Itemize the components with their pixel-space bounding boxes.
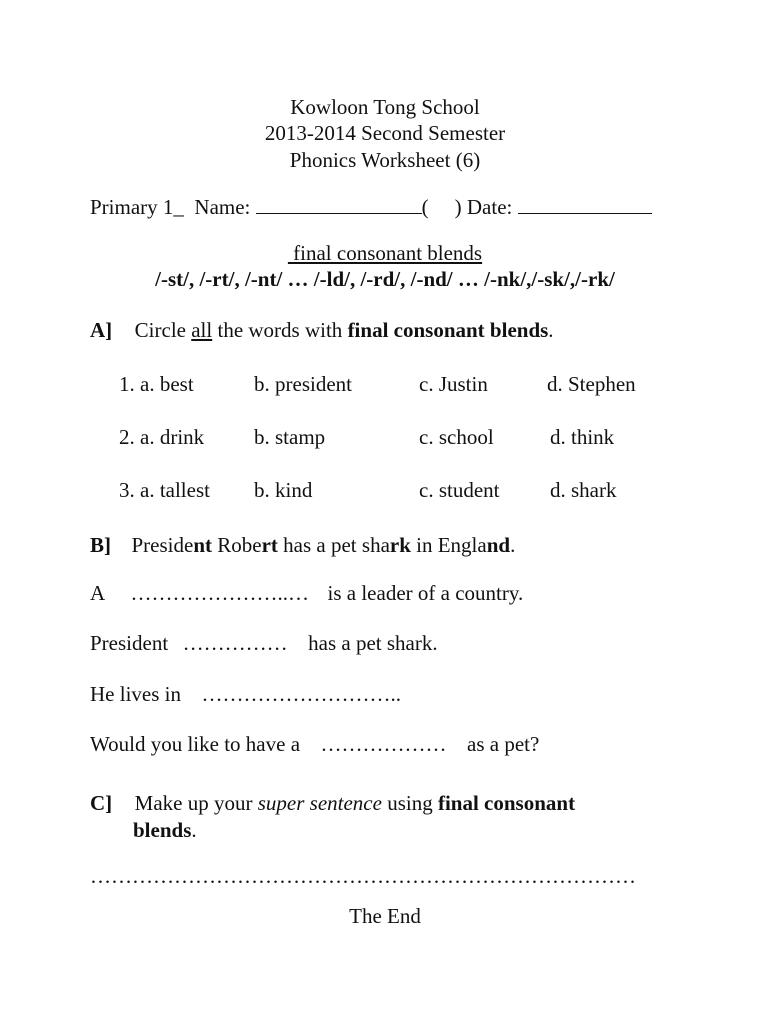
section-c-instruction-line1 — [90, 793, 575, 814]
topic-title-text: final consonant blends — [287, 241, 483, 265]
fill-prefix: He lives in — [90, 682, 181, 706]
section-c-marker: C] — [90, 791, 113, 815]
sentence-part: Robe — [212, 533, 262, 557]
topic-title — [0, 243, 770, 264]
fill-suffix: has a pet shark. — [308, 631, 438, 655]
blend-rk: rk — [389, 533, 411, 557]
section-b-marker: B] — [90, 533, 111, 557]
fill-line-4 — [90, 734, 539, 755]
option-1d[interactable]: d. Stephen — [547, 372, 636, 396]
answer-blank[interactable]: …………………..… — [130, 581, 310, 605]
class-number-close: ) — [454, 195, 462, 219]
option-2a[interactable]: 2. a. drink — [119, 425, 205, 449]
name-blank[interactable] — [256, 195, 422, 214]
fill-line-3 — [90, 684, 401, 705]
instr-part: using — [381, 791, 438, 815]
section-a-marker: A] — [90, 318, 113, 342]
instr-part: the words with — [212, 318, 348, 342]
fill-prefix: Would you like to have a — [90, 732, 301, 756]
instr-bold: final consonant blends — [347, 318, 549, 342]
semester: 2013-2014 Second Semester — [264, 121, 506, 145]
option-3a[interactable]: 3. a. tallest — [119, 478, 210, 502]
class-label: Primary 1_ — [90, 195, 184, 219]
instr-bold: blends — [133, 818, 192, 842]
the-end: The End — [349, 904, 421, 928]
worksheet-title: Phonics Worksheet (6) — [289, 148, 481, 172]
option-3c[interactable]: c. student — [419, 478, 500, 502]
instr-end: . — [191, 818, 197, 842]
answer-blank[interactable]: ……………………….. — [201, 682, 401, 706]
blend-rt: rt — [261, 533, 278, 557]
sentence-part: in Engla — [410, 533, 487, 557]
instr-all: all — [191, 318, 213, 342]
blends-list: /-st/, /-rt/, /-nt/ … /-ld/, /-rd/, /-nd/ … /-nk/,/-sk/,/-rk/ — [155, 267, 615, 291]
option-2c[interactable]: c. school — [419, 425, 494, 449]
option-2b[interactable]: b. stamp — [254, 425, 326, 449]
section-c-instruction-line2 — [133, 820, 197, 841]
option-1c[interactable]: c. Justin — [419, 372, 488, 396]
option-3d[interactable]: d. shark — [550, 478, 617, 502]
name-label: Name: — [194, 195, 251, 219]
instr-italic: super sentence — [257, 791, 382, 815]
fill-line-2 — [90, 633, 438, 654]
class-number-open: ( — [421, 195, 429, 219]
blend-nd: nd — [486, 533, 511, 557]
sentence-part: Preside — [131, 533, 194, 557]
option-2d[interactable]: d. think — [550, 425, 615, 449]
fill-prefix: President — [90, 631, 169, 655]
fill-prefix: A — [90, 581, 105, 605]
fill-suffix: is a leader of a country. — [327, 581, 524, 605]
sentence-end: . — [510, 533, 516, 557]
instr-part: Make up your — [134, 791, 258, 815]
date-blank[interactable] — [518, 195, 652, 214]
option-1a[interactable]: 1. a. best — [119, 372, 194, 396]
date-label: Date: — [466, 195, 513, 219]
answer-blank[interactable]: ……………… — [320, 732, 447, 756]
instr-part: Circle — [134, 318, 192, 342]
student-info-line — [90, 195, 652, 218]
fill-suffix: as a pet? — [467, 732, 540, 756]
sentence-answer-line[interactable]: …………………………………………………………………… — [90, 864, 636, 888]
blend-nt: nt — [193, 533, 213, 557]
section-a-instruction — [90, 320, 554, 341]
school-name: Kowloon Tong School — [290, 95, 480, 119]
instr-bold: final consonant — [437, 791, 576, 815]
answer-blank[interactable]: …………… — [182, 631, 288, 655]
option-3b[interactable]: b. kind — [254, 478, 313, 502]
sentence-part: has a pet sha — [277, 533, 390, 557]
section-b-sentence — [90, 535, 515, 556]
instr-end: . — [548, 318, 554, 342]
option-1b[interactable]: b. president — [254, 372, 352, 396]
fill-line-1 — [90, 583, 523, 604]
